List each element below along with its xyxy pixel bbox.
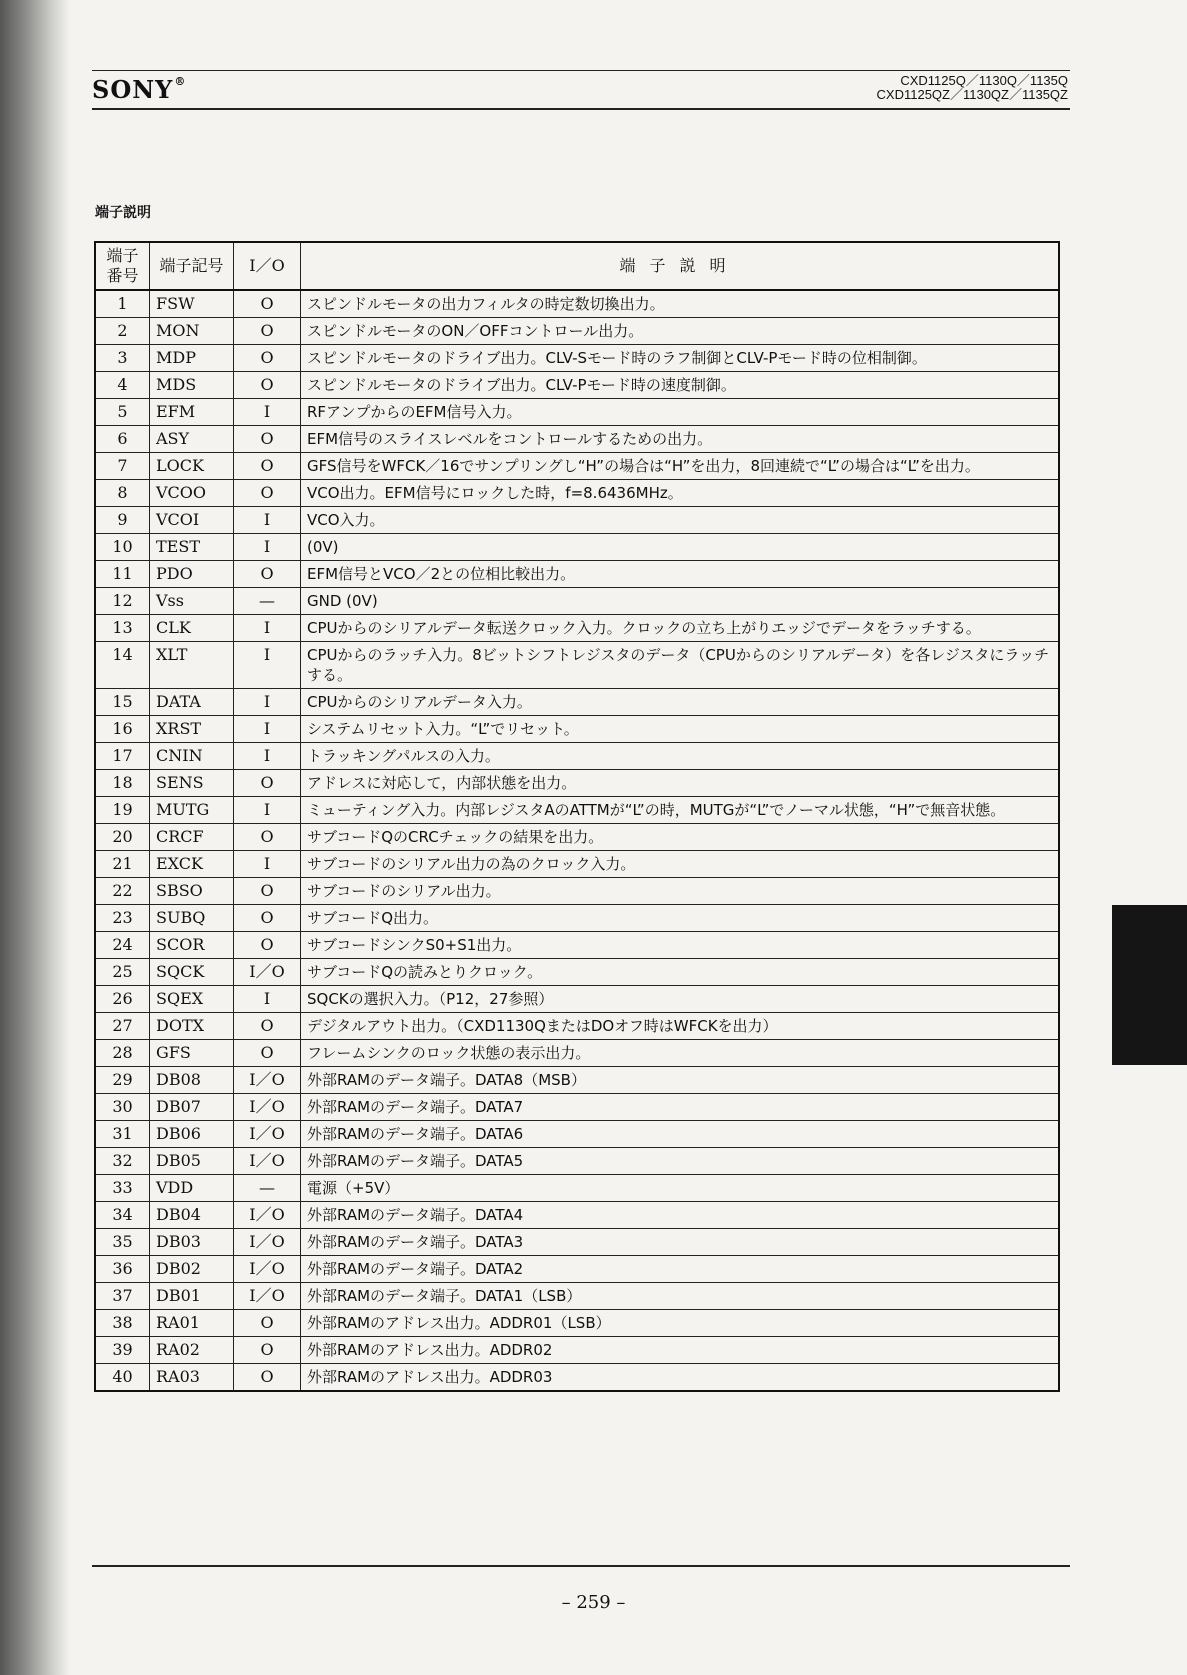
pin-number: 2 [95, 318, 150, 345]
section-title: 端子説明 [95, 205, 151, 221]
pin-description: サブコードQ出力。 [301, 905, 1060, 932]
brand-name: SONY [92, 75, 174, 104]
pin-symbol: RA03 [150, 1364, 234, 1392]
pin-symbol: Vss [150, 588, 234, 615]
pin-io: I／O [234, 1202, 301, 1229]
pin-symbol: VCOO [150, 480, 234, 507]
table-row [95, 318, 1059, 345]
pin-description: サブコードQの読みとりクロック。 [301, 959, 1060, 986]
pin-symbol: DB03 [150, 1229, 234, 1256]
pin-number: 30 [95, 1094, 150, 1121]
pin-symbol: DATA [150, 689, 234, 716]
table-row [95, 1202, 1059, 1229]
pin-io: — [234, 588, 301, 615]
pin-symbol: CRCF [150, 824, 234, 851]
pin-io: I／O [234, 1094, 301, 1121]
pin-number: 17 [95, 743, 150, 770]
pin-io: O [234, 480, 301, 507]
table-body [95, 290, 1059, 1391]
pin-io: I [234, 986, 301, 1013]
pin-symbol: SQCK [150, 959, 234, 986]
header-rule-top [92, 70, 1070, 71]
table-row [95, 716, 1059, 743]
pin-symbol: XLT [150, 642, 234, 689]
binding-shadow [0, 0, 70, 1675]
footer-rule [92, 1565, 1070, 1567]
pin-description: VCO入力。 [301, 507, 1060, 534]
table-row [95, 642, 1059, 689]
pin-io: I [234, 534, 301, 561]
table-row [95, 1121, 1059, 1148]
pin-symbol: CLK [150, 615, 234, 642]
pin-description: GFS信号をWFCK／16でサンプリングし“H”の場合は“H”を出力，8回連続で“L”の場合は“L”を出力。 [301, 453, 1060, 480]
pin-description: 外部RAMのデータ端子。DATA2 [301, 1256, 1060, 1283]
pin-io: I [234, 507, 301, 534]
table-row [95, 1148, 1059, 1175]
table-row [95, 905, 1059, 932]
pin-number: 8 [95, 480, 150, 507]
pin-symbol: ASY [150, 426, 234, 453]
pin-io: O [234, 1310, 301, 1337]
page-header [92, 66, 1070, 110]
pin-description: EFM信号のスライスレベルをコントロールするための出力。 [301, 426, 1060, 453]
pin-description: サブコードのシリアル出力。 [301, 878, 1060, 905]
pin-number: 24 [95, 932, 150, 959]
pin-io: I [234, 642, 301, 689]
table-row [95, 932, 1059, 959]
table-row [95, 1013, 1059, 1040]
pin-description: フレームシンクのロック状態の表示出力。 [301, 1040, 1060, 1067]
table-row [95, 588, 1059, 615]
pin-number: 5 [95, 399, 150, 426]
table-row [95, 345, 1059, 372]
table-row [95, 1364, 1059, 1392]
pin-number: 3 [95, 345, 150, 372]
pin-symbol: XRST [150, 716, 234, 743]
pin-number: 10 [95, 534, 150, 561]
table-row [95, 507, 1059, 534]
table-row [95, 372, 1059, 399]
pin-number: 27 [95, 1013, 150, 1040]
pin-description: システムリセット入力。“L”でリセット。 [301, 716, 1060, 743]
pin-number: 25 [95, 959, 150, 986]
pin-number: 1 [95, 290, 150, 318]
pin-description: VCO出力。EFM信号にロックした時，f=8.6436MHz。 [301, 480, 1060, 507]
table-row [95, 1283, 1059, 1310]
pin-description: SQCKの選択入力。（P12，27参照） [301, 986, 1060, 1013]
table-row [95, 770, 1059, 797]
pin-number: 4 [95, 372, 150, 399]
brand-logo [92, 75, 186, 104]
pin-symbol: DB08 [150, 1067, 234, 1094]
pin-description: 外部RAMのデータ端子。DATA6 [301, 1121, 1060, 1148]
table-row [95, 534, 1059, 561]
pin-io: I／O [234, 1067, 301, 1094]
table-row [95, 689, 1059, 716]
pin-symbol: DB07 [150, 1094, 234, 1121]
pin-io: O [234, 878, 301, 905]
table-row [95, 1067, 1059, 1094]
pin-io: O [234, 561, 301, 588]
pin-symbol: GFS [150, 1040, 234, 1067]
pin-symbol: DOTX [150, 1013, 234, 1040]
pin-symbol: DB05 [150, 1148, 234, 1175]
pin-number: 11 [95, 561, 150, 588]
pin-description: ミューティング入力。内部レジスタAのATTMが“L”の時，MUTGが“L”でノーマル状態，“H”で無音状態。 [301, 797, 1060, 824]
pin-io: O [234, 824, 301, 851]
pin-symbol: LOCK [150, 453, 234, 480]
table-row [95, 1229, 1059, 1256]
pin-description: スピンドルモータのON／OFFコントロール出力。 [301, 318, 1060, 345]
pin-symbol: SENS [150, 770, 234, 797]
pin-symbol: VDD [150, 1175, 234, 1202]
table-row [95, 851, 1059, 878]
pin-io: I [234, 851, 301, 878]
pin-symbol: DB06 [150, 1121, 234, 1148]
pin-number: 26 [95, 986, 150, 1013]
table-row [95, 1094, 1059, 1121]
pin-symbol: DB02 [150, 1256, 234, 1283]
pin-description-table [94, 241, 1060, 1392]
pin-number: 33 [95, 1175, 150, 1202]
pin-description: CPUからのシリアルデータ入力。 [301, 689, 1060, 716]
table-row [95, 1175, 1059, 1202]
pin-number: 6 [95, 426, 150, 453]
pin-symbol: MUTG [150, 797, 234, 824]
pin-description: EFM信号とVCO／2との位相比較出力。 [301, 561, 1060, 588]
pin-description: スピンドルモータの出力フィルタの時定数切換出力。 [301, 290, 1060, 318]
pin-number: 34 [95, 1202, 150, 1229]
pin-description: スピンドルモータのドライブ出力。CLV-Pモード時の速度制御。 [301, 372, 1060, 399]
pin-io: I／O [234, 959, 301, 986]
pin-description: 電源（+5V） [301, 1175, 1060, 1202]
pin-number: 32 [95, 1148, 150, 1175]
pin-io: I／O [234, 1283, 301, 1310]
pin-io: O [234, 426, 301, 453]
table-row [95, 615, 1059, 642]
pin-io: I／O [234, 1121, 301, 1148]
pin-number: 29 [95, 1067, 150, 1094]
column-header-io: I／O [234, 242, 301, 290]
pin-io: O [234, 453, 301, 480]
pin-symbol: EXCK [150, 851, 234, 878]
table-row [95, 561, 1059, 588]
edge-index-tab [1112, 905, 1187, 1065]
pin-symbol: DB01 [150, 1283, 234, 1310]
pin-description: 外部RAMのデータ端子。DATA1（LSB） [301, 1283, 1060, 1310]
pin-io: O [234, 318, 301, 345]
pin-number: 16 [95, 716, 150, 743]
table-row [95, 986, 1059, 1013]
table-row [95, 959, 1059, 986]
pin-description: 外部RAMのアドレス出力。ADDR02 [301, 1337, 1060, 1364]
pin-description: 外部RAMのデータ端子。DATA5 [301, 1148, 1060, 1175]
pin-io: O [234, 1013, 301, 1040]
pin-description: アドレスに対応して，内部状態を出力。 [301, 770, 1060, 797]
header-rule-bottom [92, 108, 1070, 110]
pin-number: 20 [95, 824, 150, 851]
pin-symbol: TEST [150, 534, 234, 561]
table-row [95, 1256, 1059, 1283]
pin-symbol: SCOR [150, 932, 234, 959]
table-row [95, 797, 1059, 824]
pin-number: 23 [95, 905, 150, 932]
table-row [95, 743, 1059, 770]
column-header-pin-number: 端子番号 [95, 242, 150, 290]
pin-io: I [234, 716, 301, 743]
table-row [95, 426, 1059, 453]
pin-description: サブコードQのCRCチェックの結果を出力。 [301, 824, 1060, 851]
pin-symbol: SBSO [150, 878, 234, 905]
pin-description: CPUからのラッチ入力。8ビットシフトレジスタのデータ（CPUからのシリアルデータ）を各レジスタにラッチする。 [301, 642, 1060, 689]
pin-description: 外部RAMのデータ端子。DATA3 [301, 1229, 1060, 1256]
pin-symbol: EFM [150, 399, 234, 426]
pin-io: O [234, 770, 301, 797]
pin-io: I／O [234, 1229, 301, 1256]
pin-number: 36 [95, 1256, 150, 1283]
pin-description: 外部RAMのデータ端子。DATA7 [301, 1094, 1060, 1121]
pin-symbol: CNIN [150, 743, 234, 770]
pin-number: 22 [95, 878, 150, 905]
pin-symbol: SQEX [150, 986, 234, 1013]
pin-symbol: MDP [150, 345, 234, 372]
pin-description: 外部RAMのデータ端子。DATA4 [301, 1202, 1060, 1229]
table-row [95, 1310, 1059, 1337]
table-row [95, 824, 1059, 851]
pin-number: 31 [95, 1121, 150, 1148]
table-row [95, 878, 1059, 905]
table-row [95, 1040, 1059, 1067]
table-row [95, 480, 1059, 507]
pin-description: スピンドルモータのドライブ出力。CLV-Sモード時のラフ制御とCLV-Pモード時の位相制御。 [301, 345, 1060, 372]
pin-description: 外部RAMのアドレス出力。ADDR03 [301, 1364, 1060, 1392]
pin-number: 12 [95, 588, 150, 615]
pin-number: 19 [95, 797, 150, 824]
pin-description: 外部RAMのアドレス出力。ADDR01（LSB） [301, 1310, 1060, 1337]
pin-number: 38 [95, 1310, 150, 1337]
pin-io: O [234, 1337, 301, 1364]
pin-io: — [234, 1175, 301, 1202]
pin-io: I [234, 797, 301, 824]
pin-description: 外部RAMのデータ端子。DATA8（MSB） [301, 1067, 1060, 1094]
pin-symbol: DB04 [150, 1202, 234, 1229]
pin-symbol: PDO [150, 561, 234, 588]
pin-description: サブコードのシリアル出力の為のクロック入力。 [301, 851, 1060, 878]
pin-io: I [234, 689, 301, 716]
pin-number: 14 [95, 642, 150, 689]
pin-io: O [234, 1364, 301, 1392]
table-row [95, 290, 1059, 318]
pin-number: 9 [95, 507, 150, 534]
table-row [95, 453, 1059, 480]
pin-number: 21 [95, 851, 150, 878]
pin-number: 39 [95, 1337, 150, 1364]
pin-symbol: RA02 [150, 1337, 234, 1364]
pin-number: 15 [95, 689, 150, 716]
pin-io: I／O [234, 1256, 301, 1283]
pin-io: O [234, 1040, 301, 1067]
pin-io: I [234, 615, 301, 642]
pin-io: I [234, 743, 301, 770]
table-row [95, 399, 1059, 426]
model-line-2: CXD1125QZ／1130QZ／1135QZ [876, 87, 1068, 102]
model-numbers [877, 74, 1068, 102]
pin-symbol: FSW [150, 290, 234, 318]
pin-number: 37 [95, 1283, 150, 1310]
table-header-row [95, 242, 1059, 290]
pin-io: O [234, 372, 301, 399]
column-header-pin-symbol: 端子記号 [150, 242, 234, 290]
pin-io: I／O [234, 1148, 301, 1175]
pin-symbol: MON [150, 318, 234, 345]
table-row [95, 1337, 1059, 1364]
pin-io: I [234, 399, 301, 426]
pin-symbol: RA01 [150, 1310, 234, 1337]
pin-number: 7 [95, 453, 150, 480]
pin-description: トラッキングパルスの入力。 [301, 743, 1060, 770]
pin-description: (0V) [301, 534, 1060, 561]
pin-io: O [234, 905, 301, 932]
model-line-1: CXD1125Q／1130Q／1135Q [900, 73, 1068, 88]
column-header-description: 端子説明 [301, 242, 1060, 290]
page-number: – 259 – [561, 1592, 626, 1613]
pin-description: RFアンプからのEFM信号入力。 [301, 399, 1060, 426]
pin-number: 35 [95, 1229, 150, 1256]
pin-number: 28 [95, 1040, 150, 1067]
pin-io: O [234, 290, 301, 318]
pin-number: 13 [95, 615, 150, 642]
pin-description: サブコードシンクS0+S1出力。 [301, 932, 1060, 959]
pin-symbol: VCOI [150, 507, 234, 534]
pin-description: CPUからのシリアルデータ転送クロック入力。クロックの立ち上がりエッジでデータをラッチする。 [301, 615, 1060, 642]
brand-registered-mark: ® [174, 75, 187, 88]
pin-number: 18 [95, 770, 150, 797]
pin-description: GND (0V) [301, 588, 1060, 615]
pin-io: O [234, 345, 301, 372]
pin-number: 40 [95, 1364, 150, 1392]
pin-symbol: SUBQ [150, 905, 234, 932]
pin-symbol: MDS [150, 372, 234, 399]
pin-io: O [234, 932, 301, 959]
pin-description: デジタルアウト出力。（CXD1130QまたはDOオフ時はWFCKを出力） [301, 1013, 1060, 1040]
